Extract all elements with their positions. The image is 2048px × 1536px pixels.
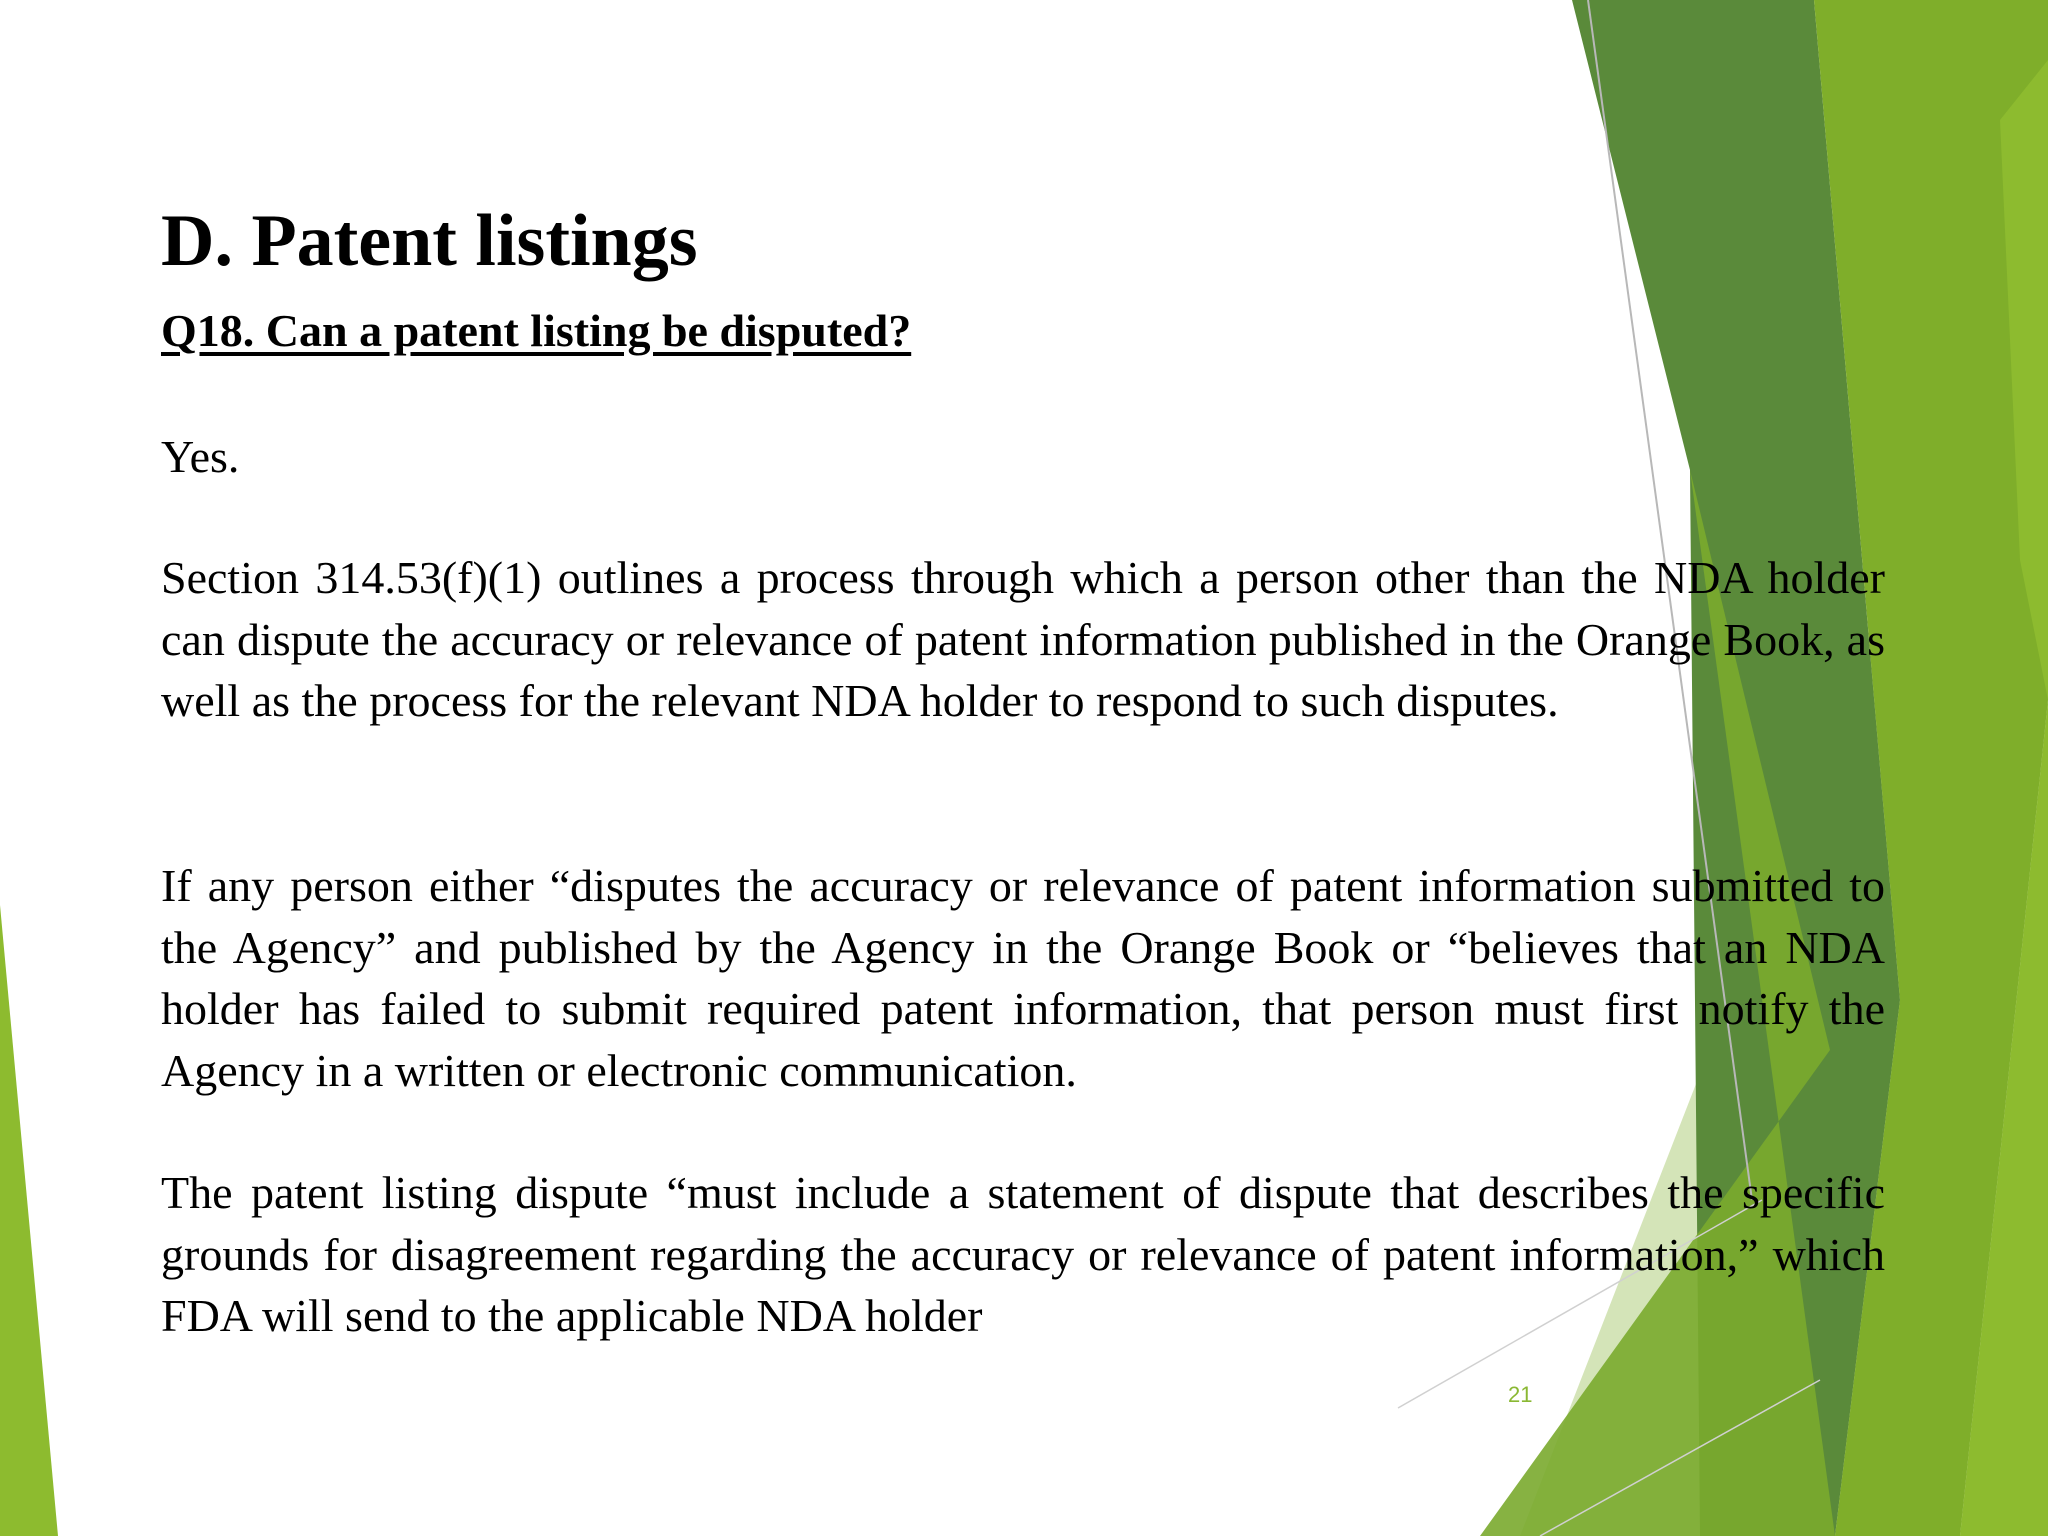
left-green-facet — [0, 905, 58, 1536]
section-paragraph: Section 314.53(f)(1) outlines a process through which a person other than the NDA holder can dispute the accuracy or relevance of patent information published in the Orange Book, as well as the process for the relevant NDA holder to respond to such disputes. — [161, 552, 1885, 726]
dispute-paragraph: The patent listing dispute “must include a statement of dispute that describes the specific grounds for disagreement regarding the accuracy or relevance of patent information,” which FDA will send to the applicable NDA holder — [161, 1167, 1885, 1341]
slide-title: D. Patent listings — [161, 200, 698, 282]
answer-paragraph: Yes. — [161, 431, 240, 482]
slide-number: 21 — [1508, 1382, 1533, 1407]
notification-paragraph: If any person either “disputes the accuracy or relevance of patent information submitted to the Agency” and published by the Agency in the Orange Book or “believes that an NDA holder has failed to submit required patent information, that person must first notify the Agency in a written or electronic communication. — [161, 860, 1885, 1096]
question-heading: Q18. Can a patent listing be disputed? — [161, 305, 912, 356]
